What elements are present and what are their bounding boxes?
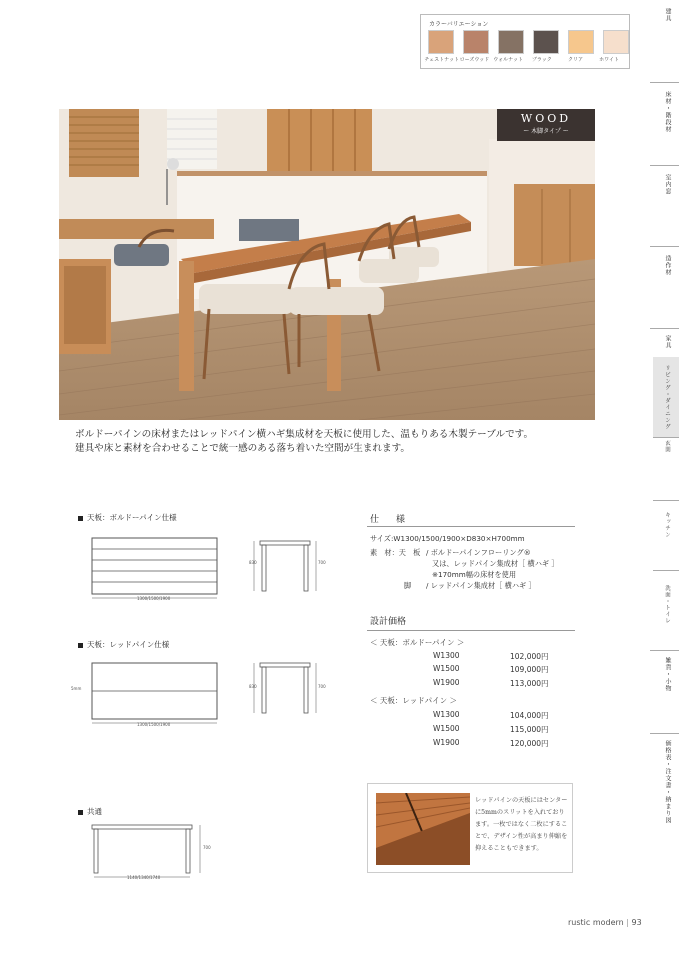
color-variation-title: カラーバリエーション <box>429 21 489 28</box>
spec-leg-label: 脚 <box>404 581 412 590</box>
price-size: W1300 <box>433 710 460 719</box>
spec-material-label: 素 材：天 板 <box>370 548 421 557</box>
footer-page-number: 93 <box>631 918 642 927</box>
swatch-chestnut <box>428 30 454 54</box>
redpine-depth-label: 830 <box>249 684 257 689</box>
dining-room-illustration <box>59 109 595 420</box>
footer-brand: rustic modern <box>568 918 624 927</box>
swatch-clear <box>568 30 594 54</box>
intro-line: 建具や床と素材を合わせることで統一感のある落ち着いた空間が生まれます。 <box>75 443 411 454</box>
wood-badge-title: WOOD <box>520 112 572 125</box>
price-value: 102,000円 <box>510 652 549 661</box>
sidebar-separator <box>650 82 679 83</box>
sidebar-separator <box>650 246 679 247</box>
slit-note-text: レッドパインの天板にはセンターに5mmのスリットを入れております。一枚ではなく二枚にすることで、デザイン性が高まり伸縮を抑えることもできます。 <box>475 797 568 852</box>
sidebar-sub-kitchen[interactable]: キッチン <box>664 512 670 538</box>
slit-closeup-photo <box>376 793 470 865</box>
price-value: 109,000円 <box>510 665 549 674</box>
price-heading: 設計価格 <box>370 617 407 627</box>
swatch-walnut <box>498 30 524 54</box>
swatch-label: ローズウッド <box>459 57 490 63</box>
swatch-rosewood <box>463 30 489 54</box>
redpine-side-view <box>252 660 322 716</box>
sidebar-item-flooring[interactable]: 床材・階段材 <box>664 91 671 133</box>
redpine-section-title <box>78 639 169 650</box>
sidebar-item-furniture[interactable]: 家具 <box>664 335 671 349</box>
price-size: W1500 <box>433 664 460 673</box>
common-width-label: 1140/1340/1740 <box>127 875 161 880</box>
sidebar-sub-entrance[interactable]: 玄関 <box>664 440 670 453</box>
sidebar-separator <box>650 733 679 734</box>
redpine-title-text: 天板：レッドパイン仕様 <box>87 640 170 649</box>
common-title-text: 共通 <box>87 807 102 816</box>
spec-top-1: / ボルドーパインフローリング® <box>426 548 531 557</box>
price-group-title: ＜ 天板：ボルドーパイン ＞ <box>370 638 465 647</box>
sidebar-item-construction-material[interactable]: 造作材 <box>664 255 671 276</box>
swatch-label: ウォルナット <box>493 57 523 63</box>
sidebar-sub-living-dining[interactable]: リビング・ダイニング <box>664 365 670 430</box>
spec-size: サイズ:W1300/1500/1900×D830×H700mm <box>370 534 525 543</box>
swatch-label: チェストナット <box>424 57 460 63</box>
sidebar-item-goods[interactable]: 雑貨・小物 <box>664 657 671 692</box>
price-size: W1500 <box>433 724 460 733</box>
sidebar-item-interior-window[interactable]: 室内窓 <box>664 174 671 195</box>
spec-leg: / レッドパイン集成材［ 横ハギ ］ <box>426 581 536 590</box>
spec-heading: 仕 様 <box>370 515 410 525</box>
price-group-title: ＜ 天板：レッドパイン ＞ <box>370 696 458 705</box>
price-value: 120,000円 <box>510 739 549 748</box>
page-footer <box>568 918 642 927</box>
bordeaux-title-text: 天板：ボルドーパイン仕様 <box>87 513 177 522</box>
intro-line: ボルドーパインの床材またはレッドパイン横ハギ集成材を天板に使用した、温もりある木製テーブルです。 <box>75 429 534 440</box>
redpine-slit-label: 5mm <box>71 686 82 691</box>
price-value: 113,000円 <box>510 679 549 688</box>
swatch-black <box>533 30 559 54</box>
spec-rule <box>367 526 575 527</box>
sidebar-item-price-list[interactable]: 価格表・注文書・納まり図 <box>664 740 671 824</box>
common-section-title <box>78 806 102 817</box>
square-bullet-icon <box>78 643 83 648</box>
sidebar-separator <box>653 437 679 438</box>
spec-top-3: ※170mm幅の床材を使用 <box>432 570 517 579</box>
square-bullet-icon <box>78 516 83 521</box>
spec-top-2: 又は、レッドパイン集成材［ 横ハギ ］ <box>432 559 559 568</box>
sidebar-separator <box>650 328 679 329</box>
bordeaux-top-view <box>88 535 228 605</box>
bordeaux-side-view <box>252 538 322 594</box>
price-value: 115,000円 <box>510 725 549 734</box>
footer-separator: | <box>626 918 632 927</box>
price-size: W1900 <box>433 738 460 747</box>
bordeaux-section-title <box>78 512 177 523</box>
color-variation-panel <box>420 14 630 69</box>
swatch-white <box>603 30 629 54</box>
sidebar-separator <box>650 650 679 651</box>
price-size: W1900 <box>433 678 460 687</box>
bordeaux-height-label: 700 <box>318 560 326 565</box>
intro-text <box>75 428 595 456</box>
swatch-label: ホワイト <box>599 57 620 63</box>
common-leg-view <box>88 822 208 882</box>
square-bullet-icon <box>78 810 83 815</box>
redpine-top-view <box>88 660 228 730</box>
swatch-label: クリア <box>567 57 583 63</box>
price-rule <box>367 630 575 631</box>
common-height-label: 700 <box>203 845 211 850</box>
sidebar-separator <box>653 570 679 571</box>
dining-room-photo <box>59 109 595 420</box>
redpine-width-label: 1300/1500/1900 <box>137 722 171 727</box>
price-size: W1300 <box>433 651 460 660</box>
swatch-label: ブラック <box>531 57 552 63</box>
wood-badge <box>497 109 595 141</box>
bordeaux-depth-label: 830 <box>249 560 257 565</box>
sidebar-item-fittings[interactable]: 建具 <box>664 8 671 22</box>
price-value: 104,000円 <box>510 711 549 720</box>
color-swatches <box>428 30 629 54</box>
sidebar-sub-washroom[interactable]: 洗面・トイレ <box>664 585 670 624</box>
redpine-height-label: 700 <box>318 684 326 689</box>
bordeaux-width-label: 1300/1500/1900 <box>137 596 171 601</box>
wood-badge-subtitle: ー 木脚タイプ ー <box>523 128 569 135</box>
sidebar-separator <box>650 165 679 166</box>
sidebar-edge <box>650 0 651 960</box>
sidebar-separator <box>653 500 679 501</box>
slit-note-box <box>367 783 573 873</box>
